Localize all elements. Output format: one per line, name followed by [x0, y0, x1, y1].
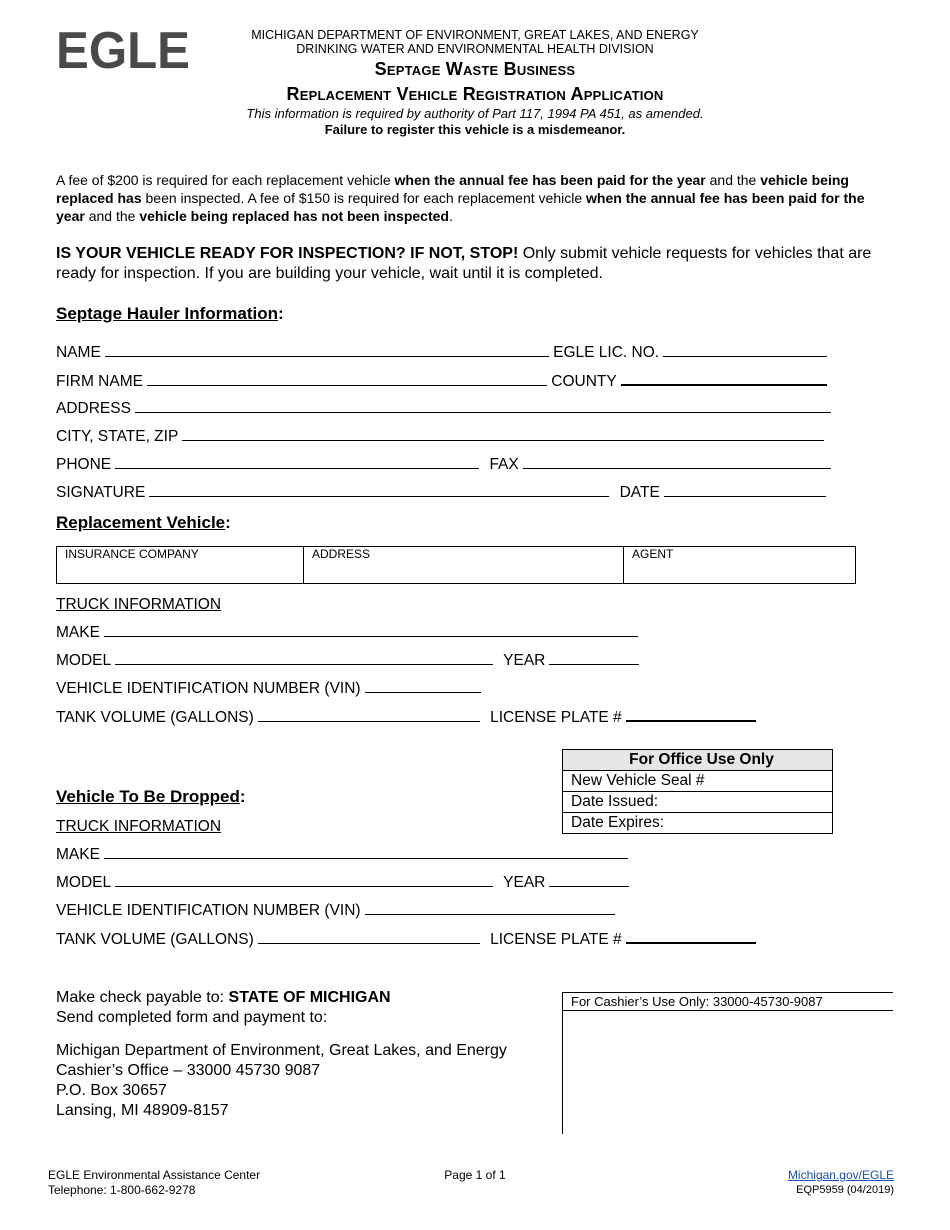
assistance-phone: Telephone: 1-800-662-9278 — [48, 1183, 196, 1197]
date-expires-field[interactable]: Date Expires: — [563, 812, 832, 833]
replacement-year-input-line[interactable] — [549, 652, 639, 665]
cashier-use-label: For Cashier’s Use Only: 33000-45730-9087 — [563, 992, 893, 1011]
mailing-address-org: Michigan Department of Environment, Great Lakes, and Energy — [56, 1042, 507, 1059]
replacement-plate-input-line[interactable] — [626, 708, 756, 722]
mailing-address-office: Cashier’s Office – 33000 45730 9087 — [56, 1062, 321, 1079]
dropped-vin-row: VEHICLE IDENTIFICATION NUMBER (VIN) — [56, 902, 615, 920]
replacement-make-row: MAKE — [56, 624, 638, 642]
phone-input-line[interactable] — [115, 456, 479, 469]
footer-right — [788, 1168, 894, 1198]
dropped-plate-input-line[interactable] — [626, 930, 756, 944]
replacement-make-input-line[interactable] — [104, 624, 638, 637]
replacement-truck-info-label: TRUCK INFORMATION — [56, 596, 222, 613]
mailing-address-city: Lansing, MI 48909-8157 — [56, 1102, 229, 1119]
insurance-address-cell[interactable]: ADDRESS — [304, 547, 624, 584]
insurance-company-cell[interactable]: INSURANCE COMPANY — [57, 547, 304, 584]
dropped-tank-input-line[interactable] — [258, 931, 480, 944]
city-state-zip-input-line[interactable] — [182, 428, 824, 441]
dropped-truck-info-label: TRUCK INFORMATION — [56, 818, 222, 835]
date-issued-field[interactable]: Date Issued: — [563, 791, 832, 812]
replacement-tank-input-line[interactable] — [258, 709, 480, 722]
name-input-line[interactable] — [105, 344, 549, 357]
dropped-year-input-line[interactable] — [549, 874, 629, 887]
firm-name-input-line[interactable] — [147, 373, 547, 386]
address-input-line[interactable] — [135, 400, 831, 413]
phone-field-row: PHONE FAX — [56, 456, 831, 474]
fax-input-line[interactable] — [523, 456, 831, 469]
date-input-line[interactable] — [664, 484, 826, 497]
hauler-section-heading: Septage Hauler Information: — [56, 304, 284, 323]
misdemeanor-warning: Failure to register this vehicle is a misdemeanor. — [324, 122, 626, 137]
license-number-input-line[interactable] — [663, 344, 827, 357]
signature-input-line[interactable] — [149, 484, 609, 497]
form-number: EQP5959 (04/2019) — [796, 1184, 894, 1196]
dropped-tank-row: TANK VOLUME (GALLONS) LICENSE PLATE # — [56, 930, 756, 949]
cashier-use-box — [562, 992, 893, 1134]
dropped-section-heading: Vehicle To Be Dropped: — [56, 787, 246, 806]
insurance-table — [56, 546, 856, 584]
footer-left — [48, 1168, 260, 1198]
replacement-section-heading: Replacement Vehicle: — [56, 513, 231, 532]
new-vehicle-seal-field[interactable]: New Vehicle Seal # — [563, 770, 832, 791]
office-use-heading: For Office Use Only — [563, 750, 832, 770]
address-field-row: ADDRESS — [56, 400, 831, 418]
agent-cell[interactable]: AGENT — [624, 547, 856, 584]
egle-logo — [56, 28, 190, 70]
division-name: DRINKING WATER AND ENVIRONMENTAL HEALTH DIVISION — [296, 42, 654, 56]
county-input-line[interactable] — [621, 372, 827, 386]
firm-field-row: FIRM NAME COUNTY — [56, 372, 827, 391]
page-number: Page 1 of 1 — [444, 1168, 506, 1182]
dropped-make-input-line[interactable] — [104, 846, 628, 859]
name-field-row: NAME EGLE LIC. NO. — [56, 344, 827, 362]
department-name: MICHIGAN DEPARTMENT OF ENVIRONMENT, GREAT LAKES, AND ENERGY — [251, 28, 699, 42]
authority-note: This information is required by authority of Part 117, 1994 PA 451, as amended. — [246, 106, 704, 121]
fee-paragraph: A fee of $200 is required for each replacement vehicle when the annual fee has been paid for the year and the vehicle being replaced has been inspected. A fee of $150 is required for each replacement vehicle when the annual fee has been paid for the year and the vehicle being replaced has not been inspected. — [56, 172, 865, 224]
replacement-model-input-line[interactable] — [115, 652, 493, 665]
mailing-address-po-box: P.O. Box 30657 — [56, 1082, 167, 1099]
city-field-row: CITY, STATE, ZIP — [56, 428, 824, 446]
form-title: Septage Waste Business — [374, 59, 576, 79]
check-payable-line: Make check payable to: STATE OF MICHIGAN — [56, 989, 391, 1006]
svg-text:EGLE: EGLE — [56, 28, 190, 70]
replacement-tank-row: TANK VOLUME (GALLONS) LICENSE PLATE # — [56, 708, 756, 727]
egle-website-link[interactable]: Michigan.gov/EGLE — [787, 1168, 894, 1182]
replacement-model-row: MODEL YEAR — [56, 652, 639, 670]
inspection-notice: IS YOUR VEHICLE READY FOR INSPECTION? IF NOT, STOP! Only submit vehicle requests for vehicles that are ready for inspection. If you are building your vehicle, wait until it is completed. — [56, 245, 872, 282]
send-instructions: Send completed form and payment to: — [56, 1009, 328, 1026]
dropped-model-input-line[interactable] — [115, 874, 493, 887]
dropped-vin-input-line[interactable] — [365, 902, 615, 915]
signature-field-row: SIGNATURE DATE — [56, 484, 826, 502]
form-subtitle: Replacement Vehicle Registration Application — [286, 84, 664, 104]
assistance-center: EGLE Environmental Assistance Center — [48, 1168, 261, 1182]
dropped-model-row: MODEL YEAR — [56, 874, 629, 892]
dropped-make-row: MAKE — [56, 846, 628, 864]
office-use-box — [562, 749, 833, 834]
replacement-vin-row: VEHICLE IDENTIFICATION NUMBER (VIN) — [56, 680, 481, 698]
replacement-vin-input-line[interactable] — [365, 680, 481, 693]
